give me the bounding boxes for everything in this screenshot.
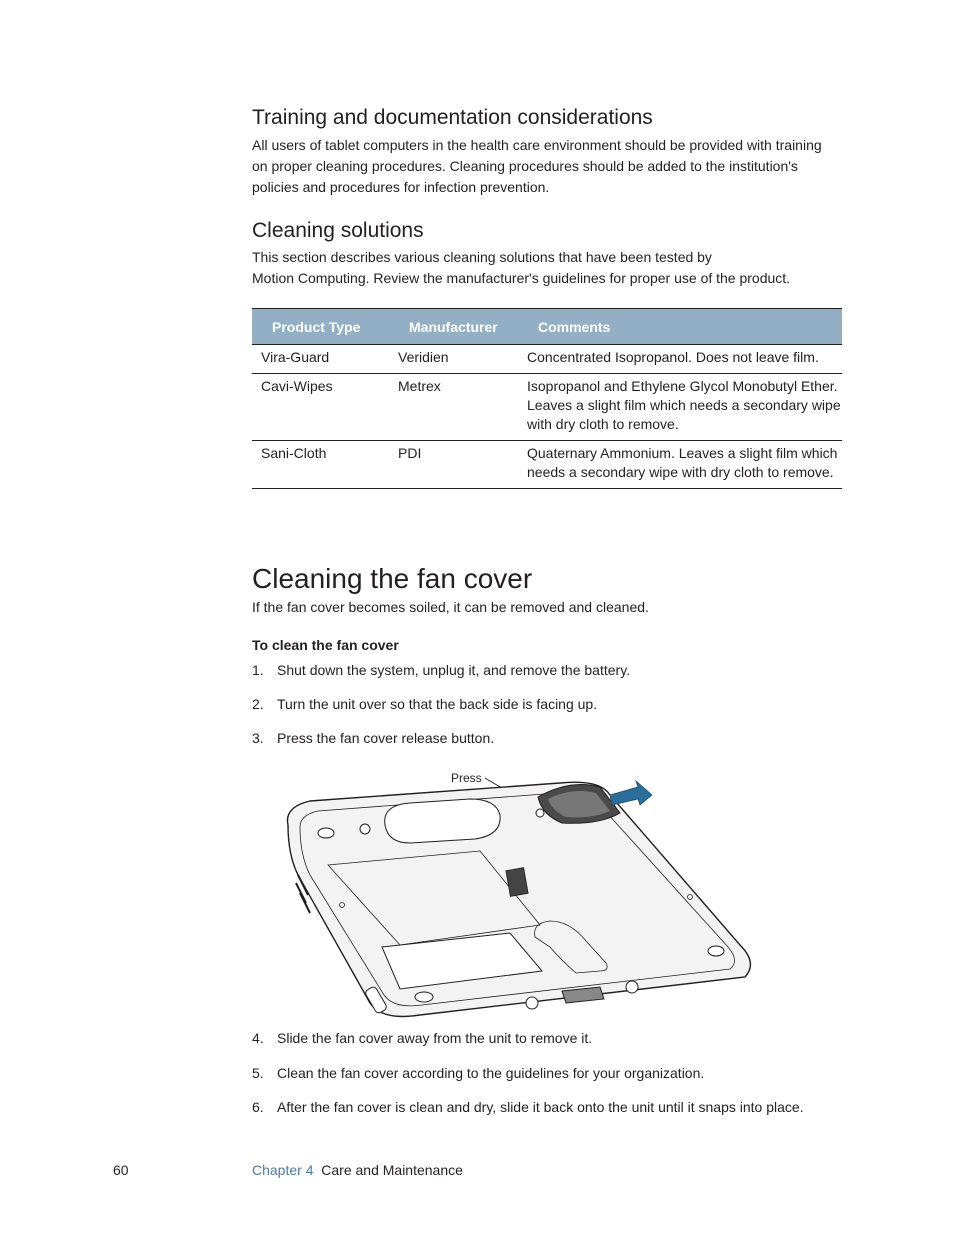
header-comments: Comments [518, 309, 842, 345]
running-footer [252, 1162, 463, 1178]
step-number: 2. [252, 696, 264, 712]
chapter-label: Chapter 4 [252, 1162, 314, 1178]
step-number: 3. [252, 730, 264, 746]
training-body: All users of tablet computers in the health care environment should be provided with training on proper cleaning procedures. Cleaning procedures should be added to the institution's policies and procedures for infection prevention. [252, 137, 822, 195]
cell-product: Sani-Cloth [252, 441, 389, 489]
header-manufacturer: Manufacturer [389, 309, 518, 345]
step-6 [252, 1099, 852, 1115]
cell-manufacturer: Metrex [389, 374, 518, 441]
step-5 [252, 1065, 852, 1081]
step-1 [252, 662, 852, 678]
cell-product: Vira-Guard [252, 345, 389, 374]
cell-product: Cavi-Wipes [252, 374, 389, 441]
handle-recess [385, 799, 500, 843]
cell-comments: Quaternary Ammonium. Leaves a slight film which needs a secondary wipe with dry cloth to remove. [518, 441, 842, 489]
slide-arrow-icon [610, 781, 652, 805]
step-text: Shut down the system, unplug it, and remove the battery. [277, 662, 631, 678]
rubber-foot [318, 828, 334, 838]
solutions-body-line2: Motion Computing. Review the manufacturer's guidelines for proper use of the product. [252, 270, 791, 286]
table-row [252, 374, 842, 441]
cell-manufacturer: Veridien [389, 345, 518, 374]
training-heading: Training and documentation considerations [252, 106, 653, 129]
step-4 [252, 1030, 852, 1046]
step-number: 1. [252, 662, 264, 678]
step-3 [252, 730, 852, 746]
step-text: Clean the fan cover according to the guidelines for your organization. [277, 1065, 705, 1081]
step-text: Slide the fan cover away from the unit to remove it. [277, 1030, 593, 1046]
solutions-body-line1: This section describes various cleaning solutions that have been tested by [252, 249, 712, 265]
cell-comments: Isopropanol and Ethylene Glycol Monobutyl Ether. Leaves a slight film which needs a secondary wipe with dry cloth to remove. [518, 374, 842, 441]
screw [526, 997, 538, 1009]
cleaning-solutions-table [252, 308, 842, 489]
procedure-title: To clean the fan cover [252, 637, 399, 653]
fan-cover-intro: If the fan cover becomes soiled, it can be removed and cleaned. [252, 599, 649, 615]
tablet-back-illustration [270, 765, 770, 1025]
rubber-foot [708, 946, 724, 956]
solutions-body [252, 247, 832, 289]
press-callout: Press [451, 771, 482, 785]
step-number: 6. [252, 1099, 264, 1115]
table-row [252, 345, 842, 374]
step-text: Turn the unit over so that the back side is facing up. [277, 696, 598, 712]
cell-manufacturer: PDI [389, 441, 518, 489]
page-number: 60 [113, 1162, 129, 1178]
rubber-foot [415, 992, 433, 1002]
chapter-title: Care and Maintenance [321, 1162, 463, 1178]
table-header-row [252, 309, 842, 345]
header-product-type: Product Type [252, 309, 389, 345]
screw [360, 824, 370, 834]
cell-comments: Concentrated Isopropanol. Does not leave film. [518, 345, 842, 374]
solutions-heading: Cleaning solutions [252, 219, 424, 242]
step-text: Press the fan cover release button. [277, 730, 495, 746]
fan-cover-heading: Cleaning the fan cover [252, 563, 533, 594]
step-2 [252, 696, 852, 712]
step-number: 5. [252, 1065, 264, 1081]
step-text: After the fan cover is clean and dry, slide it back onto the unit until it snaps into place. [277, 1099, 804, 1115]
release-button [536, 809, 544, 817]
step-number: 4. [252, 1030, 264, 1046]
table-row [252, 441, 842, 489]
screw [626, 981, 638, 993]
